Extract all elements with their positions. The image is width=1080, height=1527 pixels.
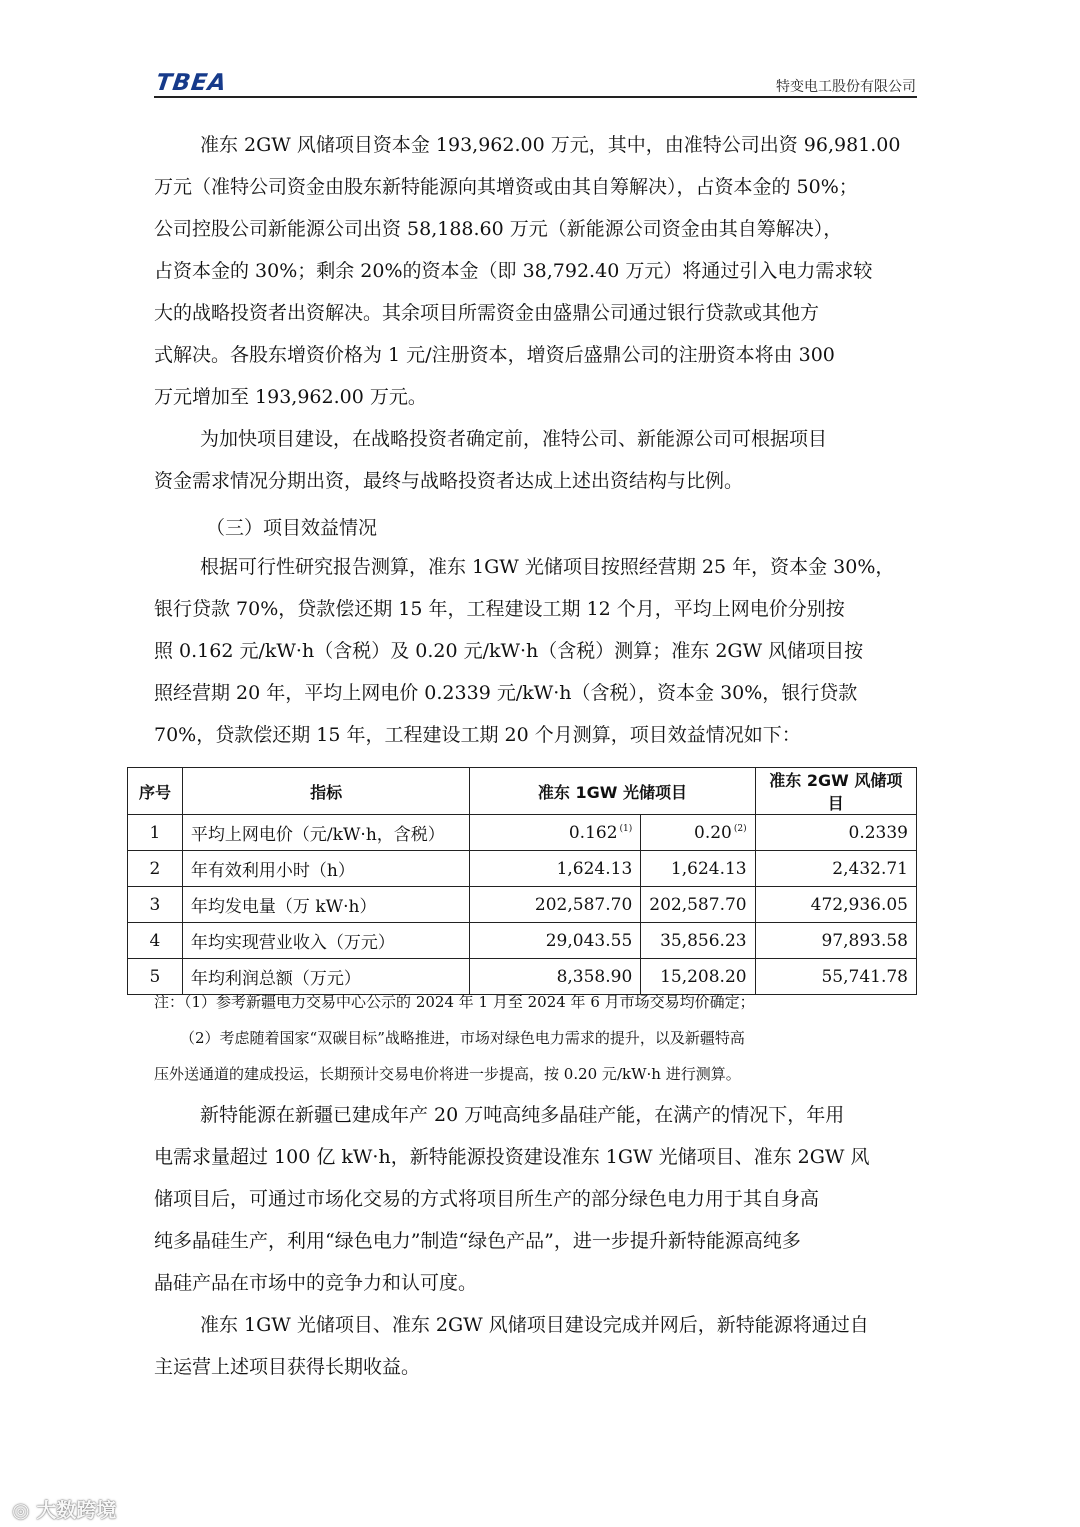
row-solar-b: 1,624.13: [641, 851, 755, 887]
text-line: 根据可行性研究报告测算，准东 1GW 光储项目按照经营期 25 年，资本金 30%，: [200, 556, 895, 578]
text-line: 70%，贷款偿还期 15 年，工程建设工期 20 个月测算，项目效益情况如下：: [154, 724, 801, 746]
row-solar-a: 202,587.70: [470, 887, 641, 923]
paragraph-feasibility: [154, 546, 917, 756]
row-solar-b: 35,856.23: [641, 923, 755, 959]
row-wind: 472,936.05: [755, 887, 916, 923]
row-wind: 97,893.58: [755, 923, 916, 959]
row-solar-a: [470, 815, 641, 851]
row-metric: 年均利润总额（万元）: [182, 959, 469, 995]
row-solar-a: 8,358.90: [470, 959, 641, 995]
row-metric: 年有效利用小时（h）: [182, 851, 469, 887]
row-seq: 2: [128, 851, 183, 887]
text-line: 主运营上述项目获得长期收益。: [154, 1356, 421, 1378]
row-metric: 年均发电量（万 kW·h）: [182, 887, 469, 923]
text-line: 银行贷款 70%，贷款偿还期 15 年，工程建设工期 12 个月，平均上网电价分别按: [154, 598, 845, 620]
text-line: 式解决。各股东增资价格为 1 元/注册资本，增资后盛鼎公司的注册资本将由 300: [154, 344, 835, 366]
row-wind: 55,741.78: [755, 959, 916, 995]
row-wind: 0.2339: [755, 815, 916, 851]
text-line: 储项目后，可通过市场化交易的方式将项目所生产的部分绿色电力用于其自身高: [154, 1188, 820, 1210]
row-metric: 平均上网电价（元/kW·h，含税）: [182, 815, 469, 851]
table-note-1: 注：（1）参考新疆电力交易中心公示的 2024 年 1 月至 2024 年 6 月市场交易均价确定；: [154, 993, 755, 1011]
watermark-text: 大数跨境: [36, 1498, 117, 1522]
text-line: 为加快项目建设，在战略投资者确定前，准特公司、新能源公司可根据项目: [200, 428, 828, 450]
text-line: 大的战略投资者出资解决。其余项目所需资金由盛鼎公司通过银行贷款或其他方: [154, 302, 820, 324]
text-line: 晶硅产品在市场中的竞争力和认可度。: [154, 1272, 478, 1294]
row-wind: 2,432.71: [755, 851, 916, 887]
table-row: [128, 851, 917, 887]
row-solar-a: 29,043.55: [470, 923, 641, 959]
text-line: 资金需求情况分期出资，最终与战略投资者达成上述出资结构与比例。: [154, 470, 744, 492]
header-wind-project: 准东 2GW 风储项目: [755, 768, 916, 815]
row-seq: 3: [128, 887, 183, 923]
header-solar-project: 准东 1GW 光储项目: [470, 768, 755, 815]
paragraph-green-power: [154, 1094, 917, 1304]
text-line: 准东 1GW 光储项目、准东 2GW 风储项目建设完成并网后，新特能源将通过自: [200, 1314, 869, 1336]
footnote-mark: (1): [619, 823, 633, 834]
text-line: 公司控股公司新能源公司出资 58,188.60 万元（新能源公司资金由其自筹解决），: [154, 218, 843, 240]
table-note-2: （2）考虑随着国家“双碳目标”战略推进，市场对绿色电力需求的提升，以及新疆特高: [180, 1029, 745, 1047]
text-line: 纯多晶硅生产，利用“绿色电力”制造“绿色产品”，进一步提升新特能源高纯多: [154, 1230, 801, 1252]
benefit-table: [127, 767, 917, 995]
row-solar-b: [641, 815, 755, 851]
table-row: [128, 923, 917, 959]
row-seq: 1: [128, 815, 183, 851]
paragraph-capital-structure: [154, 124, 917, 418]
text-line: 新特能源在新疆已建成年产 20 万吨高纯多晶硅产能，在满产的情况下，年用: [200, 1104, 845, 1126]
company-name: 特变电工股份有限公司: [776, 79, 916, 95]
watermark: [12, 1494, 116, 1523]
tbea-logo: TBEA: [154, 70, 229, 96]
text-line: 万元增加至 193,962.00 万元。: [154, 386, 427, 408]
text-line: 照 0.162 元/kW·h（含税）及 0.20 元/kW·h（含税）测算；准东 2GW 风储项目按: [154, 640, 864, 662]
table-row: [128, 815, 917, 851]
text-line: 万元（准特公司资金由股东新特能源向其增资或由其自筹解决），占资本金的 50%；: [154, 176, 858, 198]
footnote-mark: (2): [733, 823, 747, 834]
text-line: 电需求量超过 100 亿 kW·h，新特能源投资建设准东 1GW 光储项目、准东 2GW 风: [154, 1146, 870, 1168]
row-metric: 年均实现营业收入（万元）: [182, 923, 469, 959]
header-seq: 序号: [128, 768, 183, 815]
row-solar-b: 15,208.20: [641, 959, 755, 995]
text-line: 占资本金的 30%；剩余 20%的资本金（即 38,792.40 万元）将通过引入电力需求较: [154, 260, 873, 282]
text-line: 准东 2GW 风储项目资本金 193,962.00 万元，其中，由准特公司出资 96,981.00: [200, 134, 901, 156]
header-divider: [154, 96, 917, 98]
table-note-2-continued: 压外送通道的建成投运，长期预计交易电价将进一步提高，按 0.20 元/kW·h 进行测算。: [154, 1065, 741, 1083]
row-seq: 5: [128, 959, 183, 995]
table-row: [128, 887, 917, 923]
header-metric: 指标: [182, 768, 469, 815]
table-header-row: [128, 768, 917, 815]
row-solar-a: 1,624.13: [470, 851, 641, 887]
value: 0.162: [568, 822, 618, 843]
row-solar-b: 202,587.70: [641, 887, 755, 923]
row-seq: 4: [128, 923, 183, 959]
paragraph-staged-funding: [154, 418, 917, 502]
paragraph-long-term-returns: [154, 1304, 917, 1388]
value: 0.20: [694, 822, 732, 843]
section-title: （三）项目效益情况: [206, 517, 378, 539]
text-line: 照经营期 20 年，平均上网电价 0.2339 元/kW·h（含税），资本金 30%，银行贷款: [154, 682, 858, 704]
watermark-logo-icon: ◎: [12, 1498, 37, 1522]
